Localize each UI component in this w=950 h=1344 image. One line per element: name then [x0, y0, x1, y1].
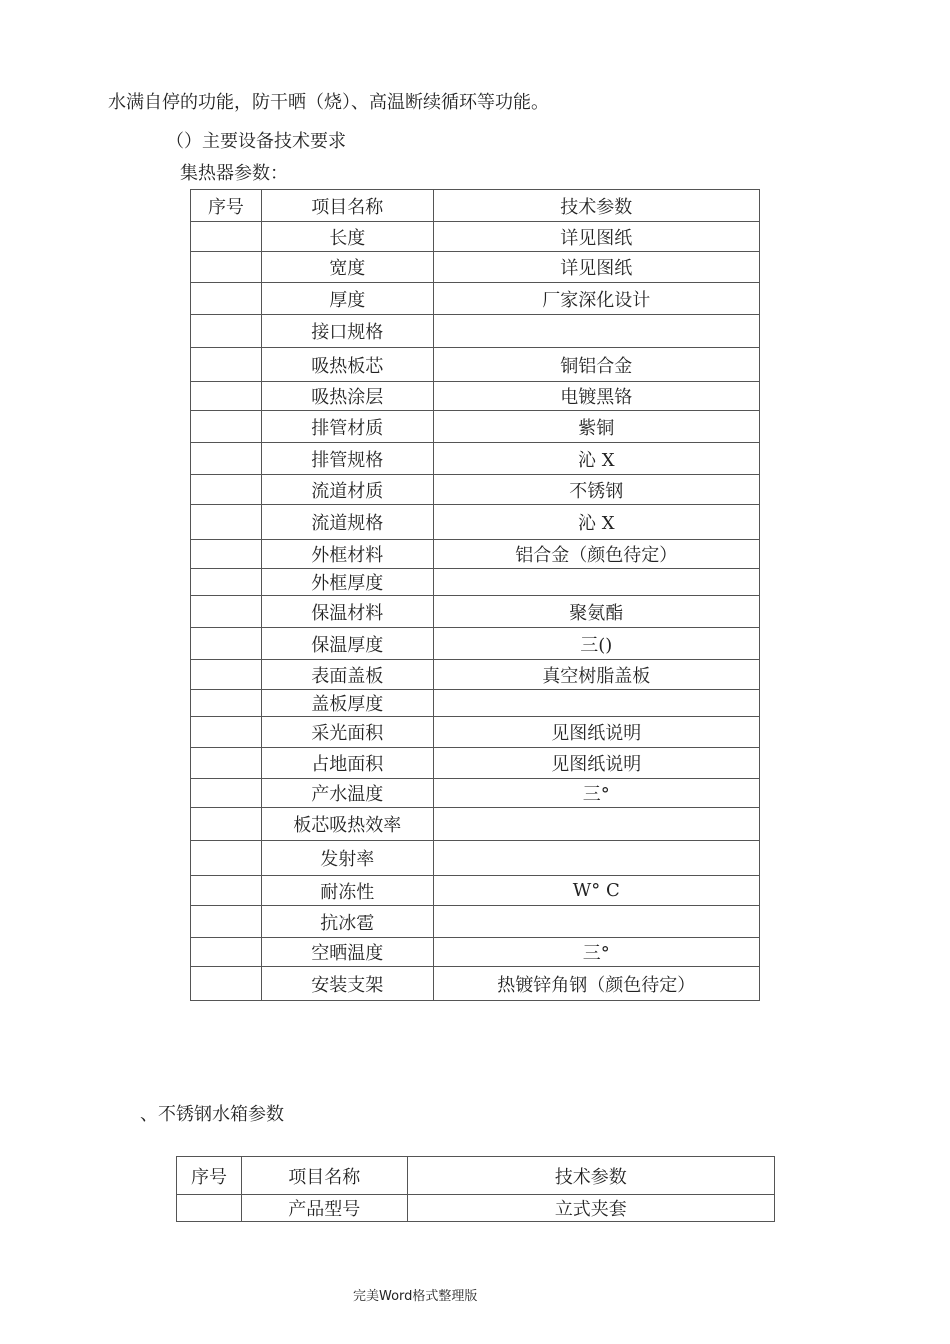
collector-cell-no [191, 841, 262, 876]
collector-cell-value [433, 690, 759, 717]
collector-cell-value: 见图纸说明 [433, 748, 759, 779]
collector-cell-name: 厚度 [261, 283, 433, 315]
collector-cell-name: 占地面积 [261, 748, 433, 779]
collector-cell-no [191, 690, 262, 717]
collector-cell-name: 发射率 [261, 841, 433, 876]
collector-cell-name: 保温厚度 [261, 628, 433, 660]
collector-header-cell: 技术参数 [433, 190, 759, 222]
collector-cell-name: 宽度 [261, 252, 433, 283]
tank-cell-no [177, 1195, 242, 1222]
collector-cell-no [191, 596, 262, 628]
collector-cell-value: 铝合金（颜色待定） [433, 540, 759, 569]
collector-cell-value: 详见图纸 [433, 222, 759, 252]
collector-cell-no [191, 779, 262, 808]
intro-line: 水满自停的功能，防干晒（烧）、高温断续循环等功能。 [108, 92, 549, 113]
table-row [191, 876, 760, 906]
collector-cell-value: 沁 X [433, 505, 759, 540]
collector-cell-no [191, 475, 262, 505]
collector-cell-name: 外框材料 [261, 540, 433, 569]
table-row [191, 779, 760, 808]
collector-cell-name: 板芯吸热效率 [261, 808, 433, 841]
table-row [191, 222, 760, 252]
collector-cell-no [191, 443, 262, 475]
tank-header-cell: 项目名称 [241, 1157, 407, 1195]
collector-cell-no [191, 315, 262, 348]
collector-params-table [190, 189, 760, 1001]
collector-cell-value: W° C [433, 876, 759, 906]
collector-cell-name: 接口规格 [261, 315, 433, 348]
collector-cell-value: 三° [433, 938, 759, 967]
tank-header-cell: 技术参数 [407, 1157, 774, 1195]
table-row [191, 540, 760, 569]
collector-cell-value: 见图纸说明 [433, 717, 759, 748]
collector-cell-name: 排管规格 [261, 443, 433, 475]
collector-cell-name: 安装支架 [261, 967, 433, 1001]
collector-caption: 集热器参数： [180, 163, 288, 184]
collector-cell-value: 三() [433, 628, 759, 660]
table-row [191, 283, 760, 315]
table-row [191, 315, 760, 348]
table-row [191, 411, 760, 443]
collector-cell-no [191, 748, 262, 779]
collector-cell-no [191, 411, 262, 443]
collector-cell-value: 热镀锌角钢（颜色待定） [433, 967, 759, 1001]
table-row [191, 967, 760, 1001]
section-heading: （）主要设备技术要求 [166, 131, 346, 152]
collector-cell-value [433, 906, 759, 938]
collector-cell-no [191, 938, 262, 967]
table-row [191, 475, 760, 505]
collector-cell-value: 电镀黑铬 [433, 382, 759, 411]
table-row [191, 569, 760, 596]
collector-header-cell: 序号 [191, 190, 262, 222]
collector-cell-value: 真空树脂盖板 [433, 660, 759, 690]
table-row [191, 348, 760, 382]
collector-cell-value [433, 569, 759, 596]
collector-cell-name: 耐冻性 [261, 876, 433, 906]
collector-cell-no [191, 222, 262, 252]
collector-cell-no [191, 252, 262, 283]
collector-cell-name: 外框厚度 [261, 569, 433, 596]
collector-cell-no [191, 348, 262, 382]
collector-cell-no [191, 569, 262, 596]
collector-cell-value [433, 808, 759, 841]
collector-cell-value: 紫铜 [433, 411, 759, 443]
collector-cell-no [191, 283, 262, 315]
collector-cell-name: 空晒温度 [261, 938, 433, 967]
collector-header-cell: 项目名称 [261, 190, 433, 222]
collector-cell-name: 盖板厚度 [261, 690, 433, 717]
collector-cell-value: 聚氨酯 [433, 596, 759, 628]
collector-cell-no [191, 717, 262, 748]
collector-cell-name: 长度 [261, 222, 433, 252]
collector-header-row [191, 190, 760, 222]
collector-cell-name: 流道规格 [261, 505, 433, 540]
collector-cell-no [191, 876, 262, 906]
table-row [177, 1195, 775, 1222]
collector-cell-name: 抗冰雹 [261, 906, 433, 938]
collector-cell-name: 流道材质 [261, 475, 433, 505]
collector-cell-no [191, 628, 262, 660]
tank-header-row [177, 1157, 775, 1195]
collector-cell-name: 吸热涂层 [261, 382, 433, 411]
table-row [191, 443, 760, 475]
table-row [191, 717, 760, 748]
collector-cell-name: 吸热板芯 [261, 348, 433, 382]
table-row [191, 382, 760, 411]
collector-cell-value: 不锈钢 [433, 475, 759, 505]
collector-cell-name: 排管材质 [261, 411, 433, 443]
collector-cell-name: 采光面积 [261, 717, 433, 748]
table-row [191, 906, 760, 938]
table-row [191, 596, 760, 628]
table-row [191, 505, 760, 540]
collector-cell-value: 详见图纸 [433, 252, 759, 283]
collector-cell-no [191, 660, 262, 690]
collector-cell-value: 铜铝合金 [433, 348, 759, 382]
collector-cell-no [191, 505, 262, 540]
collector-cell-value: 厂家深化设计 [433, 283, 759, 315]
table-row [191, 252, 760, 283]
table-row [191, 690, 760, 717]
tank-params-table [176, 1156, 775, 1222]
table-row [191, 748, 760, 779]
tank-header-cell: 序号 [177, 1157, 242, 1195]
table-row [191, 628, 760, 660]
collector-cell-no [191, 967, 262, 1001]
collector-cell-value [433, 841, 759, 876]
collector-cell-no [191, 906, 262, 938]
collector-cell-name: 保温材料 [261, 596, 433, 628]
collector-cell-name: 产水温度 [261, 779, 433, 808]
collector-cell-name: 表面盖板 [261, 660, 433, 690]
table-row [191, 660, 760, 690]
tank-cell-name: 产品型号 [241, 1195, 407, 1222]
table-row [191, 841, 760, 876]
footer-note: 完美Word格式整理版 [353, 1289, 478, 1304]
collector-cell-no [191, 808, 262, 841]
collector-cell-value: 三° [433, 779, 759, 808]
collector-cell-no [191, 540, 262, 569]
collector-cell-value [433, 315, 759, 348]
table-row [191, 808, 760, 841]
table-row [191, 938, 760, 967]
collector-cell-value: 沁 X [433, 443, 759, 475]
tank-heading: 、不锈钢水箱参数 [140, 1104, 284, 1125]
tank-cell-value: 立式夹套 [407, 1195, 774, 1222]
collector-cell-no [191, 382, 262, 411]
